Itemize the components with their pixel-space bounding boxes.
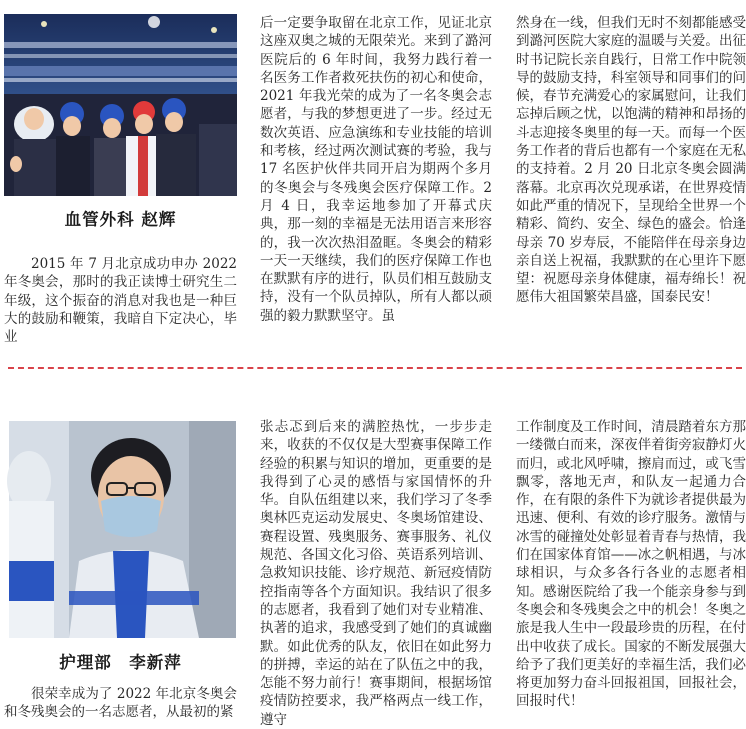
- section1-paragraph-1: 2015 年 7 月北京成功申办 2022 年冬奥会，那时的我正读博士研究生二年级，这个振奋的消息对我也是一种巨大的鼓励和鞭策，我暗自下定决心，毕业: [4, 256, 237, 346]
- section2-column-1: [4, 685, 237, 724]
- nurse-portrait-image: [9, 421, 236, 638]
- section1-paragraph-3: 然身在一线，但我们无时不刻都能感受到潞河医院大家庭的温暖与关爱。出征时书记院长亲自践行，日常工作中院领导的鼓励支持，科室领导和同事们的问候，春节充满爱心的家属慰问，让我们忘掉后顾之忧，以饱满的精神和昂扬的斗志迎接冬奥里的每一天。而每一个医务工作者的背后也都有一个家庭在无私的支持着。2 月 20 日北京冬奥会圆满落幕。北京再次兑现承诺，在世界疫情如此严重的情况下，呈现给全世界一个精彩、简约、安全、绿色的盛会。恰逢母亲 70 岁寿辰，不能陪伴在母亲身边亲自送上祝福，我默默的在心里许下愿望：祝愿母亲身体健康，福寿绵长！祝愿伟大祖国繁荣昌盛，国泰民安！: [516, 15, 746, 306]
- volunteer-group-photo: [4, 14, 237, 196]
- section-divider: [8, 367, 742, 369]
- section1-column-3: [516, 14, 746, 336]
- volunteer-name-zhao-hui: 血管外科 赵辉: [64, 210, 177, 229]
- section2-column-3: [516, 418, 746, 724]
- section2-paragraph-1: 很荣幸成为了 2022 年北京冬奥会和冬残奥会的一名志愿者，从最初的紧: [4, 686, 237, 721]
- section2-paragraph-3: 工作制度及工作时间，清晨踏着东方那一缕微白而来，深夜伴着街旁寂静灯火而归，或北风呼啸，擦肩而过，或飞雪飘零，落地无声，和队友一起通力合作，在有限的条件下为就诊者提供最为迅速、便利、有效的诊疗服务。激情与冰雪的碰撞处处彰显着青春与热情，我们在国家体育馆——冰之帆相遇，与冰球相识，与众多各行各业的志愿者相知。感谢医院给了我一个能亲身参与到冬奥会和冬残奥会之中的机会！冬奥之旅是我人生中一段最珍贵的历程，在付出中收获了成长。国家的不断发展强大给予了我们更美好的幸福生活，我们必将更加努力奋斗回报祖国，回报社会，回报时代！: [516, 419, 746, 710]
- nurse-portrait-photo: [9, 421, 236, 638]
- section1-column-1: [4, 255, 237, 346]
- section1-column-2: [260, 14, 492, 336]
- section2-paragraph-2: 张忐忑到后来的满腔热忱，一步步走来，收获的不仅仅是大型赛事保障工作经验的积累与知识的增加，更重要的是我得到了心灵的感悟与家国情怀的升华。自队伍组建以来，我们学习了冬季奥林匹克运动发展史、冬奥场馆建设、赛程设置、残奥服务、赛事服务、礼仪规范、各国文化习俗、英语系列培训、急救知识技能、诊疗规范、新冠疫情防控指南等各个方面知识。我结识了很多的志愿者，我看到了她们对专业精准、执著的追求，我感受到了她们的真诚幽默。如此优秀的队友，依旧在如此努力的拼搏，幸运的站在了队伍之中的我，怎能不努力前行！赛事期间，根据场馆疫情防控要求，我严格两点一线工作，遵守: [260, 419, 492, 728]
- stadium-crowd-image: [4, 14, 237, 196]
- volunteer-name-li-xinping: 护理部 李新萍: [59, 653, 182, 672]
- section2-column-2: [260, 418, 492, 728]
- section1-paragraph-2: 后一定要争取留在北京工作，见证北京这座双奥之城的无限荣光。来到了潞河医院后的 6 年时间，我努力践行着一名医务工作者救死扶伤的初心和使命，2021 年我光荣的成为了一名冬奥会志愿者，与我的梦想更进了一步。经过无数次英语、应急演练和专业技能的培训和考核，经过两次测试赛的考验，我与 17 名医护伙伴共同开启为期两个多月的冬奥会与冬残奥会医疗保障工作。2 月 4 日，我幸运地参加了开幕式庆典，那一刻的幸福是无法用语言来形容的，我一次次热泪盈眶。冬奥会的精彩一天一天继续，我们的医疗保障工作也在默默有序的进行，队员们相互鼓励支持，没有一个队员掉队，所有人都以顽强的毅力默默坚守。虽: [260, 15, 492, 324]
